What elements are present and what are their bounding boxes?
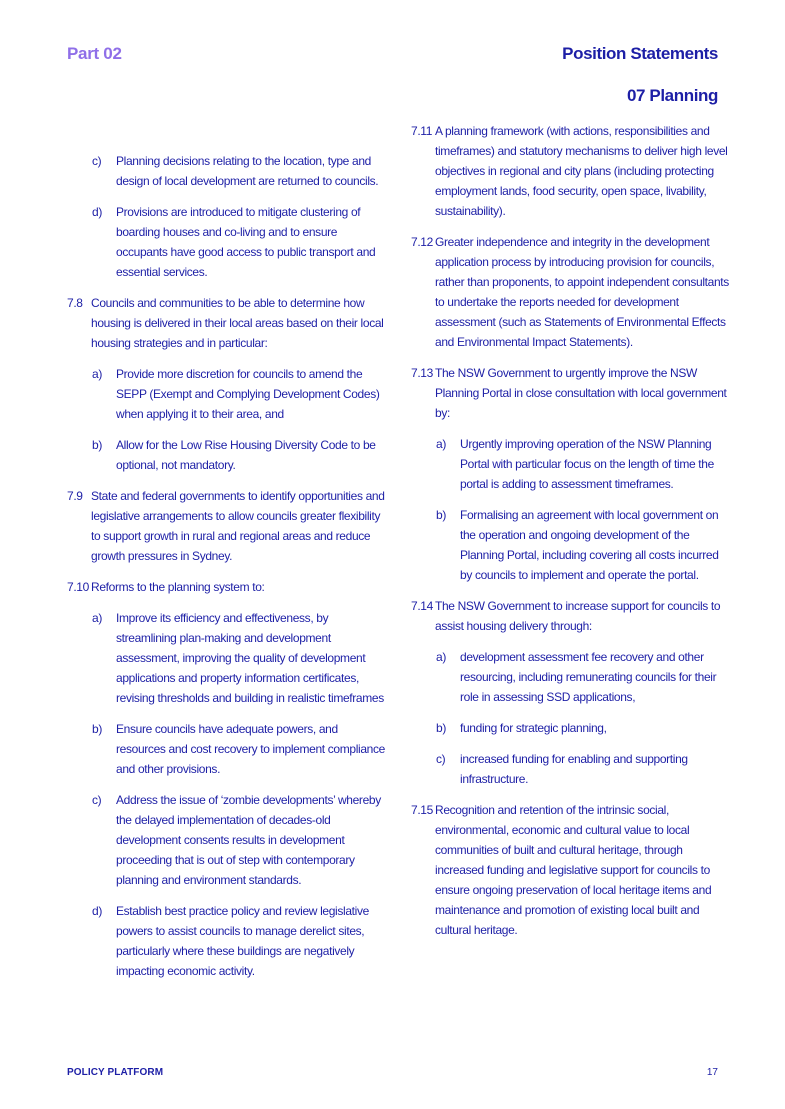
list-item (67, 608, 387, 708)
part-label: Part 02 (67, 44, 122, 63)
item-label: a) (92, 611, 102, 625)
footer-title: POLICY PLATFORM (67, 1067, 164, 1078)
item-label: a) (436, 437, 446, 451)
section-title: Position Statements (562, 44, 718, 63)
page-number: 17 (706, 1067, 718, 1078)
list-item (411, 505, 731, 585)
item-label: b) (436, 721, 446, 735)
list-item (67, 719, 387, 779)
item-text: Ensure councils have adequate powers, and resources and cost recovery to implement compliance and other provisions. (116, 722, 385, 776)
item-text: funding for strategic planning, (460, 721, 607, 735)
item-label: c) (92, 154, 102, 168)
subsection-title: 07 Planning (626, 86, 718, 105)
item-text: Councils and communities to be able to determine how housing is delivered in their local areas based on their local housing strategies and in particular: (91, 296, 384, 350)
policy-item-7-10 (67, 577, 387, 597)
policy-item-7-15 (411, 800, 731, 940)
item-text: Greater independence and integrity in the development application process by introducing provision for councils, rather than proponents, to appoint independent consultants to undertake the reports needed for development assessment (such as Statements of Environmental Effects and Environmental Impact Statements). (435, 235, 729, 349)
policy-item-7-8 (67, 293, 387, 353)
item-label: d) (92, 904, 102, 918)
list-item (67, 151, 387, 191)
item-label: a) (436, 650, 446, 664)
item-label: c) (92, 793, 102, 807)
list-item (411, 434, 731, 494)
item-text: Recognition and retention of the intrinsic social, environmental, economic and cultural value to local communities of built and cultural heritage, through increased funding and legislative support for councils to ensure ongoing preservation of local heritage items and maintenance and promotion of existing local built and cultural heritage. (435, 803, 712, 937)
item-label: a) (92, 367, 102, 381)
item-text: Provisions are introduced to mitigate clustering of boarding houses and co-living and to ensure occupants have good access to public transport and essential services. (116, 205, 376, 279)
continued-list (67, 151, 387, 282)
list-item (411, 647, 731, 707)
list-item (411, 749, 731, 789)
right-column (411, 121, 731, 951)
policy-item-7-11 (411, 121, 731, 221)
policy-item-7-12 (411, 232, 731, 352)
item-text: Reforms to the planning system to: (91, 580, 265, 594)
list-item (67, 790, 387, 890)
list-item (67, 364, 387, 424)
item-number: 7.11 (411, 124, 433, 138)
list-item (67, 435, 387, 475)
item-text: Address the issue of ‘zombie developments’ whereby the delayed implementation of decades-old development consents results in development proceeding that is out of step with contemporary planning and environment standards. (116, 793, 381, 887)
item-label: d) (92, 205, 102, 219)
list-item (67, 202, 387, 282)
item-text: Urgently improving operation of the NSW Planning Portal with particular focus on the length of time the portal is adding to assessment timeframes. (460, 437, 714, 491)
item-number: 7.9 (67, 489, 83, 503)
item-text: Planning decisions relating to the location, type and design of local development are returned to councils. (116, 154, 379, 188)
item-text: Establish best practice policy and review legislative powers to assist councils to manage derelict sites, particularly where these buildings are negatively impacting economic activity. (116, 904, 369, 978)
policy-item-7-13 (411, 363, 731, 423)
item-number: 7.13 (411, 366, 433, 380)
item-text: A planning framework (with actions, responsibilities and timeframes) and statutory mechanisms to deliver high level objectives in regional and city plans (including protecting employment lands, food security, open space, livability, sustainability). (435, 124, 728, 218)
list-item (67, 901, 387, 981)
item-label: c) (436, 752, 446, 766)
item-label: b) (92, 722, 102, 736)
item-label: b) (436, 508, 446, 522)
item-number: 7.15 (411, 803, 433, 817)
item-text: Improve its efficiency and effectiveness, by streamlining plan-making and development assessment, improving the quality of development applications and property information certificates, revising thresholds and building in realistic timeframes (116, 611, 384, 705)
item-text: The NSW Government to urgently improve the NSW Planning Portal in close consultation with local government by: (435, 366, 727, 420)
left-column (67, 151, 387, 992)
item-label: b) (92, 438, 102, 452)
item-number: 7.8 (67, 296, 83, 310)
item-number: 7.10 (67, 580, 89, 594)
item-number: 7.12 (411, 235, 433, 249)
item-text: State and federal governments to identify opportunities and legislative arrangements to allow councils greater flexibility to support growth in rural and regional areas and reduce growth pressures in Sydney. (91, 489, 385, 563)
item-text: increased funding for enabling and supporting infrastructure. (460, 752, 688, 786)
item-text: development assessment fee recovery and other resourcing, including remunerating councils for their role in assessing SSD applications, (460, 650, 717, 704)
item-text: The NSW Government to increase support for councils to assist housing delivery through: (435, 599, 721, 633)
item-text: Formalising an agreement with local government on the operation and ongoing development of the Planning Portal, including covering all costs incurred by councils to implement and operate the portal. (460, 508, 719, 582)
list-item (411, 718, 731, 738)
item-number: 7.14 (411, 599, 433, 613)
policy-item-7-9 (67, 486, 387, 566)
item-text: Provide more discretion for councils to amend the SEPP (Exempt and Complying Development Codes) when applying it to their area, and (116, 367, 380, 421)
policy-item-7-14 (411, 596, 731, 636)
item-text: Allow for the Low Rise Housing Diversity Code to be optional, not mandatory. (116, 438, 376, 472)
